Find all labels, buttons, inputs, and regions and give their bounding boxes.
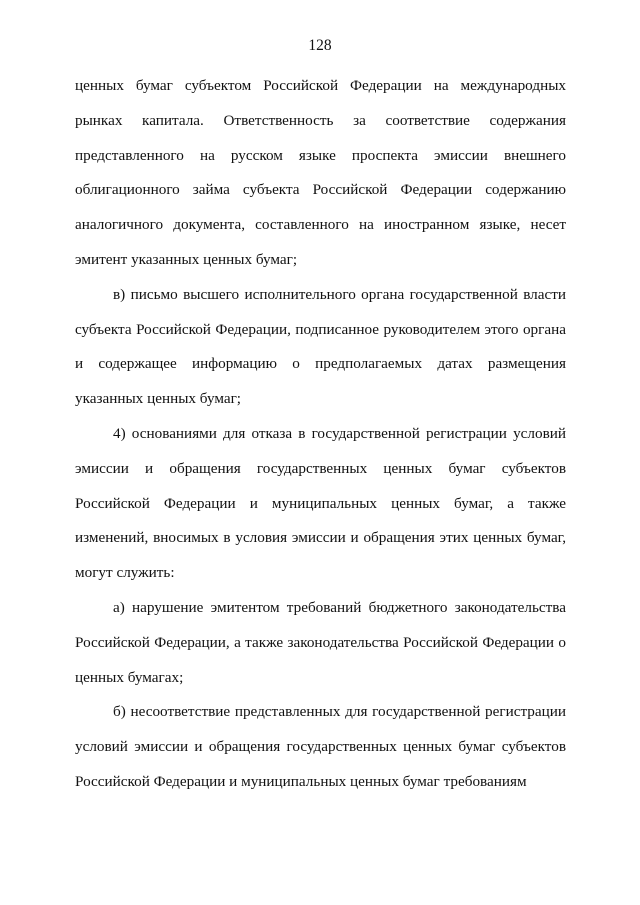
paragraph-continuation: ценных бумаг субъектом Российской Федерации на международных рынках капитала. Ответственность за соответствие содержания представленного на русском языке проспекта эмиссии внешнего облигационного займа субъекта Российской Федерации содержанию аналогичного документа, составленного на иностранном языке, несет эмитент указанных ценных бумаг;: [75, 77, 566, 268]
paragraph-item-4: 4) основаниями для отказа в государственной регистрации условий эмиссии и обращения государственных ценных бумаг субъектов Российской Федерации и муниципальных ценных бумаг, а также изменений, вносимых в условия эмиссии и обращения этих ценных бумаг, могут служить:: [75, 424, 566, 582]
document-body: [75, 69, 566, 800]
paragraph-item-a: а) нарушение эмитентом требований бюджетного законодательства Российской Федерации, а также законодательства Российской Федерации о ценных бумагах;: [75, 598, 566, 686]
page-number: 128: [308, 37, 332, 54]
paragraph-item-v: в) письмо высшего исполнительного органа государственной власти субъекта Российской Федерации, подписанное руководителем этого органа и содержащее информацию о предполагаемых датах размещения указанных ценных бумаг;: [75, 285, 566, 408]
paragraph-item-b: б) несоответствие представленных для государственной регистрации условий эмиссии и обращения государственных ценных бумаг субъектов Российской Федерации и муниципальных ценных бумаг требованиям: [75, 703, 566, 790]
